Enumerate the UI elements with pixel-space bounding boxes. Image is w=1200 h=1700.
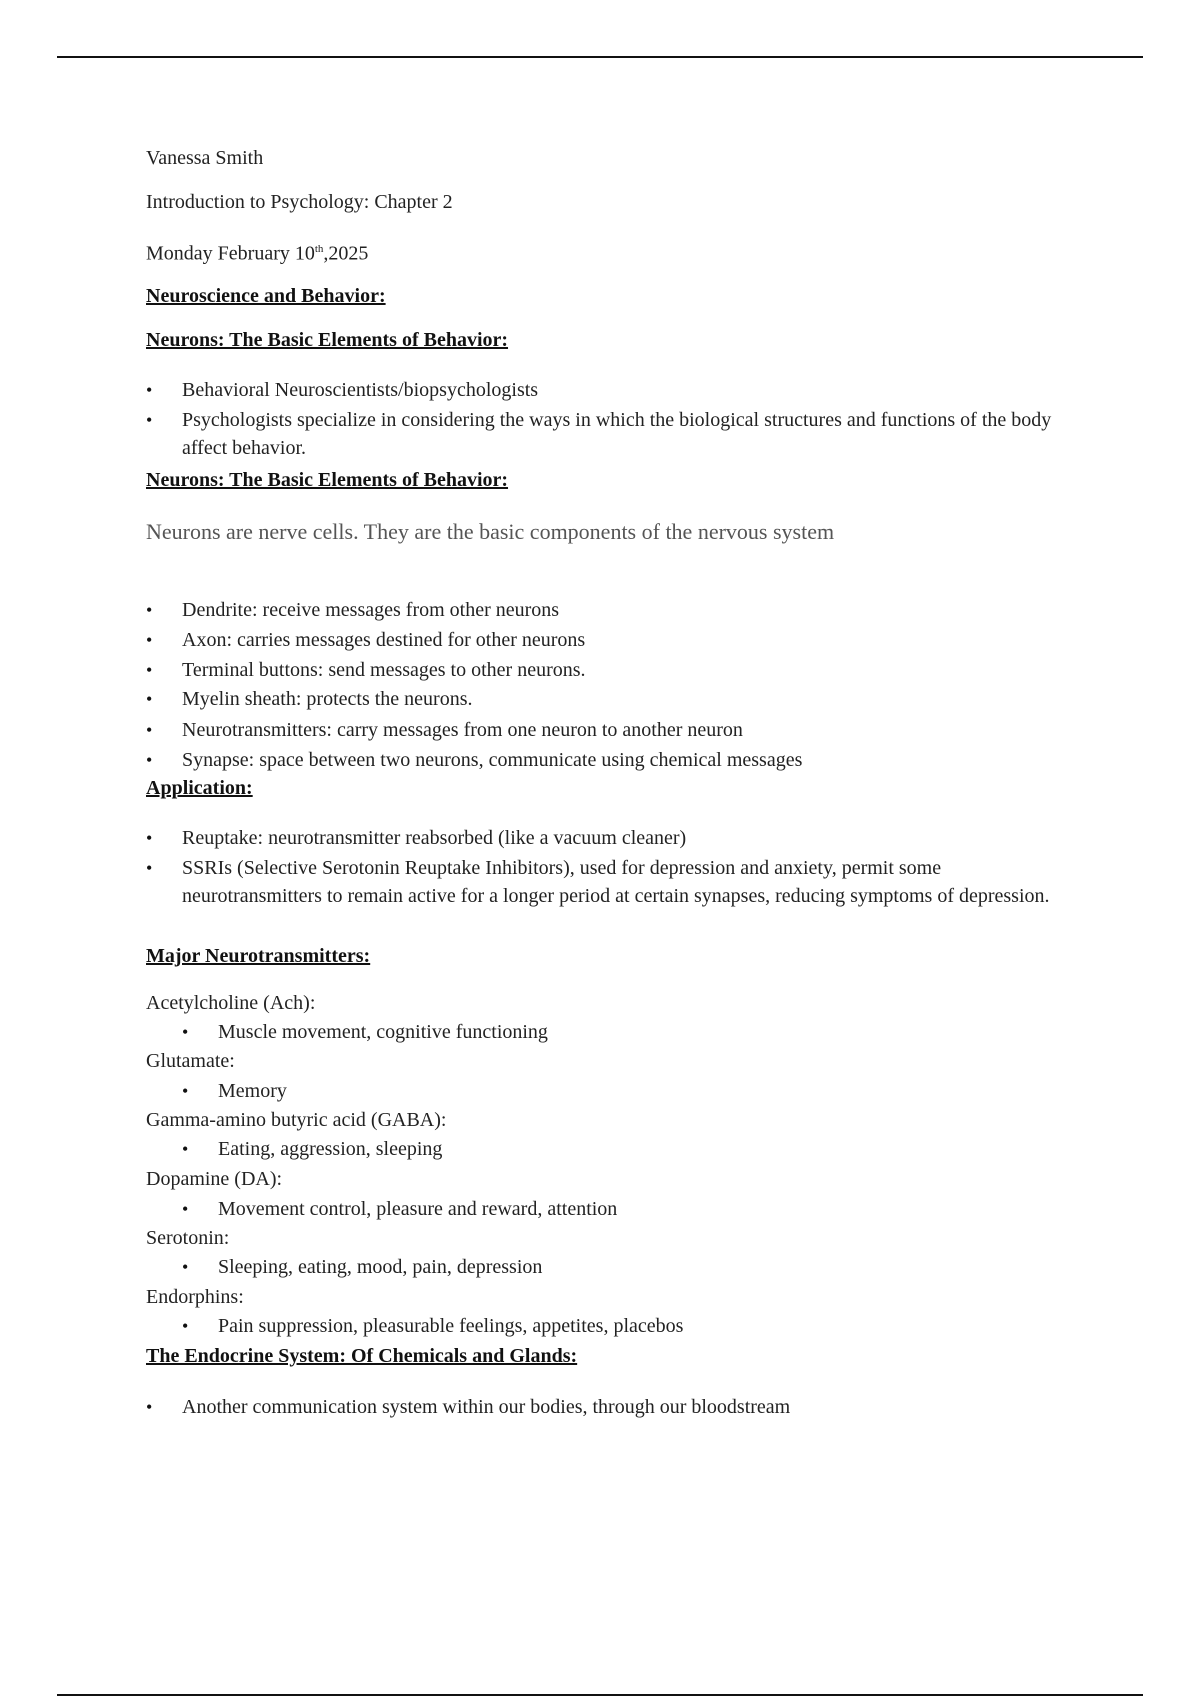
bullet-icon: • [146, 828, 153, 848]
heading-major-neurotransmitters: Major Neurotransmitters: [146, 945, 371, 967]
neurotransmitter-name: Serotonin: [146, 1227, 230, 1249]
heading-neurons-1: Neurons: The Basic Elements of Behavior: [146, 329, 509, 351]
heading-application: Application: [146, 777, 253, 799]
neurotransmitter-name: Glutamate: [146, 1050, 235, 1072]
list-item-text: Terminal buttons: send messages to other neurons. [182, 659, 586, 681]
bullet-icon: • [146, 1397, 153, 1417]
bullet-icon: • [146, 630, 153, 650]
bullet-icon: • [146, 410, 153, 430]
bullet-icon: • [146, 750, 153, 770]
heading-neurons-2: Neurons: The Basic Elements of Behavior: [146, 469, 509, 491]
neurotransmitter-detail: Pain suppression, pleasurable feelings, appetites, placebos [218, 1315, 684, 1337]
heading-endocrine: The Endocrine System: Of Chemicals and Glands: [146, 1345, 578, 1367]
neurons-lead-text: Neurons are nerve cells. They are the basic components of the nervous system [146, 519, 835, 544]
date-line [146, 235, 368, 268]
list-item-text: Synapse: space between two neurons, communicate using chemical messages [182, 749, 803, 771]
neurotransmitter-detail: Sleeping, eating, mood, pain, depression [218, 1256, 543, 1278]
bullet-icon: • [146, 380, 153, 400]
bottom-rule [57, 1694, 1143, 1696]
neurotransmitter-detail: Muscle movement, cognitive functioning [218, 1021, 548, 1043]
date-suffix: ,2025 [323, 242, 369, 265]
top-rule [57, 56, 1143, 58]
bullet-icon: • [182, 1316, 189, 1336]
heading-neuroscience: Neuroscience and Behavior: [146, 285, 386, 307]
bullet-icon: • [182, 1139, 189, 1159]
course-title: Introduction to Psychology: Chapter 2 [146, 191, 453, 213]
neurotransmitter-name: Endorphins: [146, 1286, 244, 1308]
list-item-text: SSRIs (Selective Serotonin Reuptake Inhibitors), used for depression and anxiety, permit some neurotransmitters to remain active for a longer period at certain synapses, reducing symptoms of depression. [182, 857, 1050, 907]
list-item-text: Neurotransmitters: carry messages from one neuron to another neuron [182, 719, 743, 741]
list-item-text: Another communication system within our bodies, through our bloodstream [182, 1396, 791, 1418]
neurotransmitter-name: Gamma-amino butyric acid (GABA): [146, 1109, 447, 1131]
bullet-icon: • [146, 858, 153, 878]
list-item-text: Psychologists specialize in considering the ways in which the biological structures and functions of the body affect behavior. [182, 409, 1052, 459]
bullet-icon: • [146, 660, 153, 680]
neurotransmitter-name: Acetylcholine (Ach): [146, 992, 316, 1014]
list-item-text: Axon: carries messages destined for other neurons [182, 629, 586, 651]
neurotransmitter-name: Dopamine (DA): [146, 1168, 283, 1190]
author-name: Vanessa Smith [146, 147, 264, 169]
list-item-text: Behavioral Neuroscientists/biopsychologists [182, 379, 539, 401]
bullet-icon: • [182, 1257, 189, 1277]
date-prefix: Monday February 10 [146, 242, 315, 265]
list-item-text: Reuptake: neurotransmitter reabsorbed (like a vacuum cleaner) [182, 827, 687, 849]
bullet-icon: • [182, 1199, 189, 1219]
list-item-text: Myelin sheath: protects the neurons. [182, 688, 473, 710]
bullet-icon: • [146, 689, 153, 709]
bullet-icon: • [182, 1022, 189, 1042]
list-item-text: Dendrite: receive messages from other neurons [182, 599, 560, 621]
neurotransmitter-detail: Eating, aggression, sleeping [218, 1138, 443, 1160]
neurotransmitter-detail: Memory [218, 1080, 287, 1102]
date-sup: th [314, 243, 324, 255]
bullet-icon: • [146, 600, 153, 620]
bullet-icon: • [182, 1081, 189, 1101]
bullet-icon: • [146, 720, 153, 740]
neurotransmitter-detail: Movement control, pleasure and reward, attention [218, 1198, 618, 1220]
